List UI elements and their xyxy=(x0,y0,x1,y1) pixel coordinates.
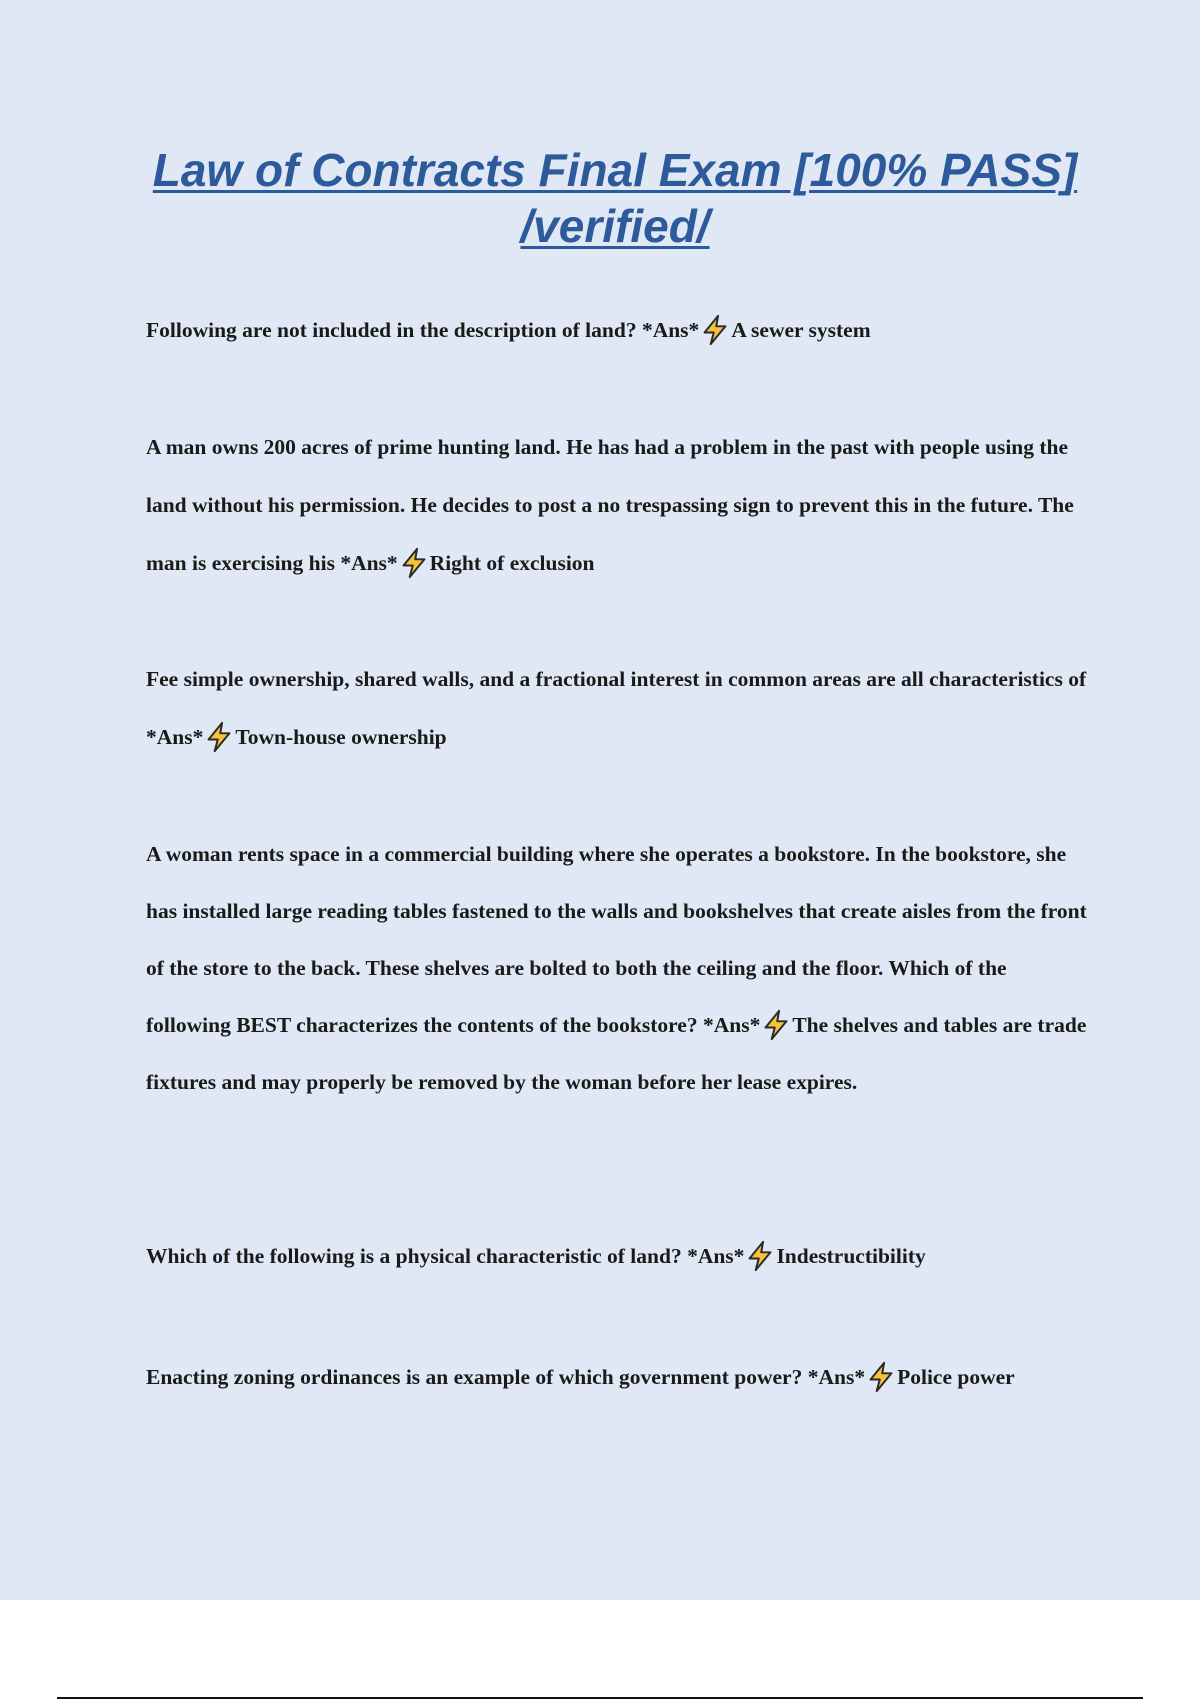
qa-item-1 xyxy=(146,302,1096,359)
answer-text: Right of exclusion xyxy=(429,551,595,575)
lightning-bolt-icon xyxy=(700,314,730,346)
answer-marker: *Ans* xyxy=(641,318,700,342)
lightning-bolt-icon xyxy=(204,721,234,753)
answer-text: Town-house ownership xyxy=(235,725,447,749)
qa-item-5 xyxy=(146,1228,1096,1285)
qa-item-3 xyxy=(146,650,1096,766)
footer-divider xyxy=(57,1697,1143,1699)
lightning-bolt-icon xyxy=(761,1009,791,1041)
answer-text: Police power xyxy=(897,1365,1015,1389)
document-title: Law of Contracts Final Exam [100% PASS] /verified/ xyxy=(152,144,1078,252)
answer-marker: *Ans* xyxy=(702,1013,761,1037)
lightning-bolt-icon xyxy=(745,1240,775,1272)
question-text: A man owns 200 acres of prime hunting land. He has had a problem in the past with people using the land without his permission. He decides to post a no trespassing sign to prevent this in the future. The man is exercising his xyxy=(146,435,1074,575)
lightning-bolt-icon xyxy=(866,1361,896,1393)
answer-marker: *Ans* xyxy=(340,551,398,575)
answer-text: The shelves and tables are trade fixtures and may properly be removed by the woman before her lease expires. xyxy=(146,1013,1087,1094)
question-text: Which of the following is a physical characteristic of land? xyxy=(146,1244,688,1268)
qa-item-2 xyxy=(146,418,1096,592)
question-text: A woman rents space in a commercial building where she operates a bookstore. In the bookstore, she has installed large reading tables fastened to the walls and bookshelves that create aisles from the front of the store to the back. These shelves are bolted to both the ceiling and the floor. Which of the following BEST characterizes the contents of the bookstore? xyxy=(146,842,1087,1037)
question-text: Enacting zoning ordinances is an example of which government power? xyxy=(146,1365,808,1389)
answer-text: Indestructibility xyxy=(776,1244,926,1268)
answer-marker: *Ans* xyxy=(146,725,204,749)
question-text: Fee simple ownership, shared walls, and a fractional interest in common areas are all characteristics of xyxy=(146,667,1087,691)
question-text: Following are not included in the description of land? xyxy=(146,318,642,342)
qa-item-4 xyxy=(146,826,1096,1111)
answer-text: A sewer system xyxy=(731,318,871,342)
lightning-bolt-icon xyxy=(399,547,429,579)
answer-marker: *Ans* xyxy=(687,1244,745,1268)
answer-marker: *Ans* xyxy=(807,1365,866,1389)
qa-item-6 xyxy=(146,1347,1096,1408)
